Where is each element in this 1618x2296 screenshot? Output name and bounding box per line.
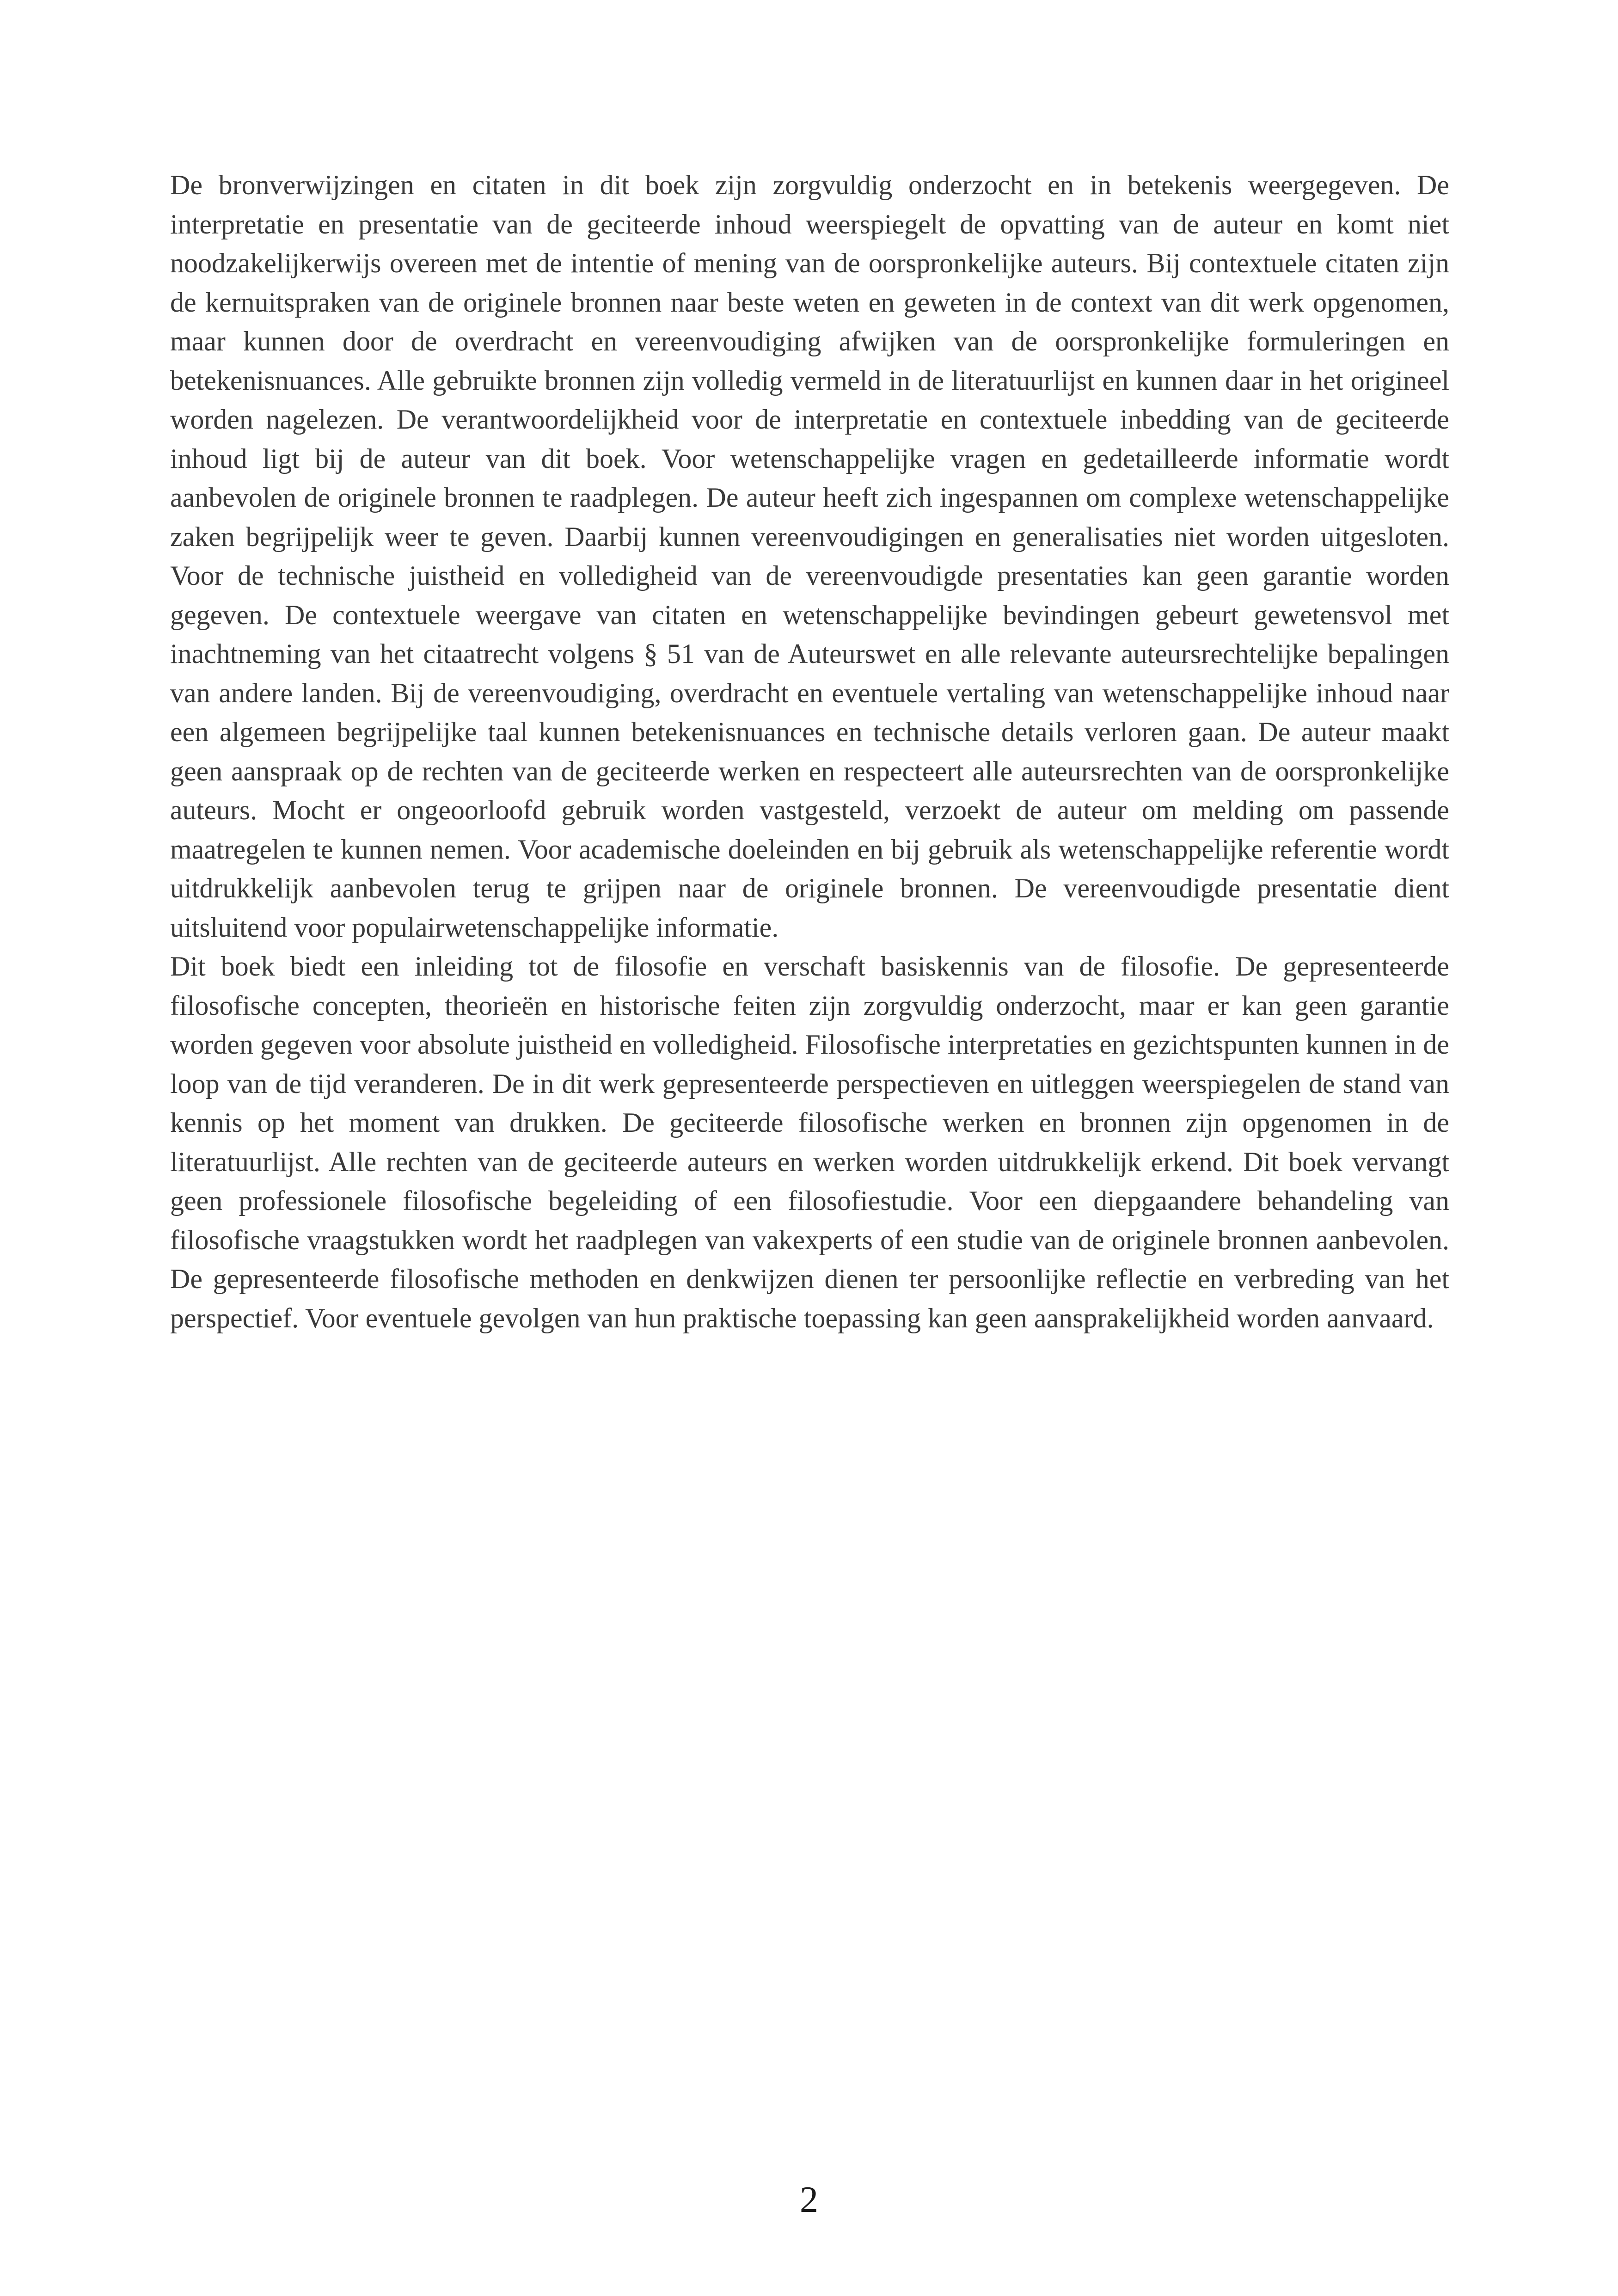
disclaimer-sources-paragraph: De bronverwijzingen en citaten in dit boek zijn zorgvuldig onderzocht en in betekenis weergegeven. De interpretatie en presentatie van de geciteerde inhoud weerspiegelt de opvatting van de auteur en komt niet noodzakelijkerwijs overeen met de intentie of mening van de oorspronkelijke auteurs. Bij contextuele citaten zijn de kernuitspraken van de originele bronnen naar beste weten en geweten in de context van dit werk opgenomen, maar kunnen door de overdracht en vereenvoudiging afwijken van de oorspronkelijke formuleringen en betekenisnuances. Alle gebruikte bronnen zijn volledig vermeld in de literatuurlijst en kunnen daar in het origineel worden nagelezen. De verantwoordelijkheid voor de interpretatie en contextuele inbedding van de geciteerde inhoud ligt bij de auteur van dit boek. Voor wetenschappelijke vragen en gedetailleerde informatie wordt aanbevolen de originele bronnen te raadplegen. De auteur heeft zich ingespannen om complexe wetenschappelijke zaken begrijpelijk weer te geven. Daarbij kunnen vereenvoudigingen en generalisaties niet worden uitgesloten. Voor de technische juistheid en volledigheid van de vereenvoudigde presentaties kan geen garantie worden gegeven. De contextuele weergave van citaten en wetenschappelijke bevindingen gebeurt gewetensvol met inachtneming van het citaatrecht volgens § 51 van de Auteurswet en alle relevante auteursrechtelijke bepalingen van andere landen. Bij de vereenvoudiging, overdracht en eventuele vertaling van wetenschappelijke inhoud naar een algemeen begrijpelijke taal kunnen betekenisnuances en technische details verloren gaan. De auteur maakt geen aanspraak op de rechten van de geciteerde werken en respecteert alle auteursrechten van de oorspronkelijke auteurs. Mocht er ongeoorloofd gebruik worden vastgesteld, verzoekt de auteur om melding om passende maatregelen te kunnen nemen. Voor academische doeleinden en bij gebruik als wetenschappelijke referentie wordt uitdrukkelijk aanbevolen terug te grijpen naar de originele bronnen. De vereenvoudigde presentatie dient uitsluitend voor populairwetenschappelijke informatie. [170, 170, 1449, 943]
disclaimer-philosophy-paragraph: Dit boek biedt een inleiding tot de filosofie en verschaft basiskennis van de filosofie. De gepresenteerde filosofische concepten, theorieën en historische feiten zijn zorgvuldig onderzocht, maar er kan geen garantie worden gegeven voor absolute juistheid en volledigheid. Filosofische interpretaties en gezichtspunten kunnen in de loop van de tijd veranderen. De in dit werk gepresenteerde perspectieven en uitleggen weerspiegelen de stand van kennis op het moment van drukken. De geciteerde filosofische werken en bronnen zijn opgenomen in de literatuurlijst. Alle rechten van de geciteerde auteurs en werken worden uitdrukkelijk erkend. Dit boek vervangt geen professionele filosofische begeleiding of een filosofiestudie. Voor een diepgaandere behandeling van filosofische vraagstukken wordt het raadplegen van vakexperts of een studie van de originele bronnen aanbevolen. De gepresenteerde filosofische methoden en denkwijzen dienen ter persoonlijke reflectie en verbreding van het perspectief. Voor eventuele gevolgen van hun praktische toepassing kan geen aansprakelijkheid worden aanvaard. [170, 951, 1449, 1333]
body-text [170, 166, 1449, 1338]
page-number: 2 [800, 2179, 818, 2220]
